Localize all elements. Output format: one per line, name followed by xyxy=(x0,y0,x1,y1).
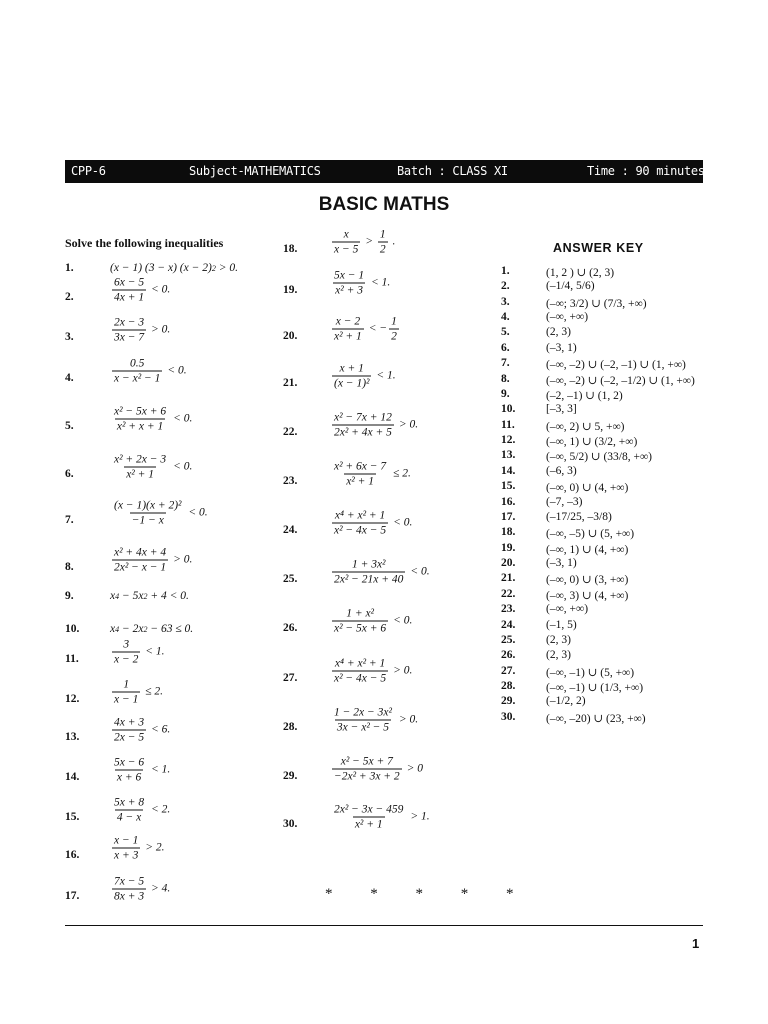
question-expression xyxy=(110,756,170,783)
denominator: 2x² − x − 1 xyxy=(114,561,167,573)
denominator: x² + 1 xyxy=(334,330,362,342)
answer-value: (–17/25, –3/8) xyxy=(546,510,612,523)
question-expression xyxy=(110,546,192,573)
question-expression xyxy=(110,590,189,602)
answer-number: 9. xyxy=(501,387,510,400)
expression-text: < 1. xyxy=(373,369,396,382)
fraction xyxy=(112,638,140,665)
question-expression xyxy=(110,276,170,303)
numerator: x − 1 xyxy=(114,834,139,846)
answer-value: (–∞, 1) ∪ (4, +∞) xyxy=(546,543,629,556)
answer-number: 4. xyxy=(501,311,510,324)
answer-number: 8. xyxy=(501,372,510,385)
question-number: 8. xyxy=(65,561,74,573)
exponent: 2 xyxy=(211,263,216,273)
question-number: 23. xyxy=(283,475,298,487)
answer-value: (2, 3) xyxy=(546,633,571,646)
numerator: x² + 2x − 3 xyxy=(114,453,167,465)
answer-value: (–∞, –2) ∪ (–2, –1/2) ∪ (1, +∞) xyxy=(546,374,695,387)
question-expression xyxy=(110,262,238,274)
fraction xyxy=(112,875,146,902)
expression-text: < 6. xyxy=(148,723,171,736)
denominator: x² + 1 xyxy=(354,818,383,830)
page-title: BASIC MATHS xyxy=(318,194,450,215)
expression-text: > 0. xyxy=(395,713,419,726)
question-number: 27. xyxy=(283,672,298,684)
question-number: 10. xyxy=(65,623,80,635)
expression-text: > 0. xyxy=(390,664,413,677)
answer-value: (–2, –1) ∪ (1, 2) xyxy=(546,389,623,402)
answer-value: [–3, 3] xyxy=(546,403,577,416)
denominator: x + 6 xyxy=(116,771,142,783)
question-expression xyxy=(110,638,165,665)
expression-text: x xyxy=(110,623,116,635)
expression-text: > 1. xyxy=(407,810,430,823)
denominator: 2 xyxy=(391,330,397,342)
numerator: 1 xyxy=(391,315,397,327)
denominator: x² − 4x − 5 xyxy=(334,672,387,684)
expression-text: < 0. xyxy=(185,506,208,519)
expression-text: > 0 xyxy=(403,762,423,775)
fraction xyxy=(112,678,140,705)
denominator: 2x − 5 xyxy=(114,731,145,743)
denominator: 2x² − 21x + 40 xyxy=(334,573,404,585)
question-expression xyxy=(330,803,430,830)
numerator: 5x + 8 xyxy=(114,796,145,808)
numerator: 3 xyxy=(123,638,130,650)
expression-text: < 0. xyxy=(164,364,187,377)
numerator: 0.5 xyxy=(130,357,145,369)
fraction xyxy=(112,405,168,432)
answer-number: 27. xyxy=(501,664,516,677)
answer-value: (–∞, 0) ∪ (4, +∞) xyxy=(546,482,629,495)
answer-value: (2, 3) xyxy=(546,326,571,339)
question-number: 2. xyxy=(65,291,74,303)
expression-text: < 0. xyxy=(148,283,171,296)
numerator: x − 2 xyxy=(335,315,361,327)
subject-label: Subject-MATHEMATICS xyxy=(189,164,321,178)
answer-value: (–∞, +∞) xyxy=(546,311,589,324)
question-number: 24. xyxy=(283,524,298,536)
numerator: x² − 5x + 6 xyxy=(114,405,167,417)
answer-value: (–∞, 2) ∪ 5, +∞) xyxy=(546,420,625,433)
fraction xyxy=(112,499,184,526)
page-number: 1 xyxy=(692,936,700,951)
question-expression xyxy=(110,716,170,743)
fraction xyxy=(332,269,366,296)
answer-number: 20. xyxy=(501,557,516,570)
denominator: x² + 1 xyxy=(346,475,374,487)
numerator: 2x − 3 xyxy=(114,316,145,328)
fraction xyxy=(332,362,371,389)
fraction xyxy=(332,509,388,536)
expression-text: > xyxy=(362,235,376,248)
denominator: x − 1 xyxy=(114,693,139,705)
expression-text: > 0. xyxy=(170,553,193,566)
answer-value: (–∞, +∞) xyxy=(546,603,589,616)
numerator: 7x − 5 xyxy=(114,875,145,887)
numerator: x⁴ + x² + 1 xyxy=(334,657,386,669)
denominator: x − 5 xyxy=(334,243,359,255)
question-expression xyxy=(110,357,187,384)
expression-text: < 1. xyxy=(142,645,165,658)
question-number: 13. xyxy=(65,731,80,743)
expression-text: < 0. xyxy=(170,412,193,425)
question-number: 20. xyxy=(283,330,298,342)
question-number: 15. xyxy=(65,811,80,823)
question-number: 19. xyxy=(283,284,298,296)
question-expression xyxy=(110,834,165,861)
question-number: 12. xyxy=(65,693,80,705)
question-number: 1. xyxy=(65,262,74,274)
fraction xyxy=(332,607,388,634)
answer-value: (–∞, –1) ∪ (5, +∞) xyxy=(546,666,635,679)
denominator: x² + 1 xyxy=(126,468,154,480)
answer-value: (–3, 1) xyxy=(546,341,577,354)
question-number: 22. xyxy=(283,426,298,438)
answer-value: (–∞, 0) ∪ (3, +∞) xyxy=(546,574,629,587)
question-expression xyxy=(110,453,192,480)
answer-value: (–∞, 3) ∪ (4, +∞) xyxy=(546,589,629,602)
fraction xyxy=(112,276,146,303)
expression-text: > 2. xyxy=(142,841,165,854)
fraction xyxy=(332,803,405,830)
fraction xyxy=(378,228,388,255)
expression-text: > 0. xyxy=(148,323,171,336)
numerator: 5x − 1 xyxy=(334,269,365,281)
question-expression xyxy=(110,316,170,343)
fraction xyxy=(112,453,168,480)
expression-text: > 0. xyxy=(395,418,419,431)
question-number: 28. xyxy=(283,721,298,733)
denominator: x − x² − 1 xyxy=(114,372,161,384)
answer-value: (–∞; 3/2) ∪ (7/3, +∞) xyxy=(546,297,647,310)
fraction xyxy=(332,460,388,487)
question-number: 16. xyxy=(65,849,80,861)
question-number: 18. xyxy=(283,243,298,255)
fraction xyxy=(112,756,146,783)
header-bar xyxy=(65,160,703,183)
fraction xyxy=(332,228,360,255)
denominator: 8x + 3 xyxy=(114,890,145,902)
answer-number: 30. xyxy=(501,710,516,723)
question-number: 29. xyxy=(283,770,298,782)
answer-value: (2, 3) xyxy=(546,649,571,662)
expression-text: < 1. xyxy=(368,276,391,289)
answer-number: 11. xyxy=(501,418,515,431)
answer-value: (–7, –3) xyxy=(546,495,583,508)
question-expression xyxy=(110,623,193,635)
expression-text: + 4 < 0. xyxy=(147,590,189,602)
answer-value: (–6, 3) xyxy=(546,464,577,477)
numerator: 5x − 6 xyxy=(114,756,145,768)
expression-text: < 1. xyxy=(148,763,171,776)
answer-number: 6. xyxy=(501,341,510,354)
numerator: 4x + 3 xyxy=(114,716,145,728)
question-expression xyxy=(330,315,401,342)
question-number: 25. xyxy=(283,573,298,585)
answer-number: 21. xyxy=(501,572,516,585)
question-number: 26. xyxy=(283,622,298,634)
denominator: 2 xyxy=(379,243,386,255)
fraction xyxy=(332,315,364,342)
question-expression xyxy=(110,499,208,526)
denominator: 3x − x² − 5 xyxy=(336,721,390,733)
numerator: 1 xyxy=(379,228,386,240)
expression-text: < − xyxy=(365,322,388,335)
exponent: 4 xyxy=(115,624,120,634)
paper-code: CPP-6 xyxy=(71,164,106,178)
fraction xyxy=(332,755,402,782)
expression-text: ≤ 2. xyxy=(142,685,164,698)
numerator: 6x − 5 xyxy=(114,276,145,288)
question-expression xyxy=(330,460,411,487)
question-number: 17. xyxy=(65,890,80,902)
answer-value: (–∞, 1) ∪ (3/2, +∞) xyxy=(546,436,638,449)
answer-number: 14. xyxy=(501,464,516,477)
answer-number: 5. xyxy=(501,326,510,339)
expression-text: < 0. xyxy=(407,565,430,578)
question-expression xyxy=(330,509,412,536)
fraction xyxy=(332,411,394,438)
denominator: −1 − x xyxy=(131,514,164,526)
answer-number: 2. xyxy=(501,280,510,293)
answer-number: 3. xyxy=(501,295,510,308)
question-expression xyxy=(110,405,192,432)
numerator: x⁴ + x² + 1 xyxy=(334,509,386,521)
question-expression xyxy=(110,875,170,902)
numerator: 1 xyxy=(123,678,130,690)
answer-number: 28. xyxy=(501,679,516,692)
answer-number: 23. xyxy=(501,603,516,616)
expression-text: (x − 1) (3 − x) (x − 2) xyxy=(110,262,212,274)
question-expression xyxy=(110,796,170,823)
fraction xyxy=(112,546,168,573)
question-expression xyxy=(330,411,418,438)
expression-text: < 0. xyxy=(170,460,193,473)
answer-value: (–∞, –1) ∪ (1/3, +∞) xyxy=(546,681,644,694)
numerator: x + 1 xyxy=(339,362,364,374)
answer-value: (–1, 5) xyxy=(546,618,577,631)
fraction xyxy=(112,357,162,384)
answer-value: (–1/4, 5/6) xyxy=(546,280,595,293)
batch-label: Batch : CLASS XI xyxy=(397,164,508,178)
numerator: (x − 1)(x + 2)² xyxy=(114,499,182,511)
denominator: 3x − 7 xyxy=(114,331,145,343)
answer-number: 15. xyxy=(501,480,516,493)
question-expression xyxy=(110,678,163,705)
answer-number: 26. xyxy=(501,649,516,662)
expression-text: x xyxy=(110,590,116,602)
answer-number: 18. xyxy=(501,526,516,539)
denominator: (x − 1)² xyxy=(334,377,370,389)
answer-number: 7. xyxy=(501,357,510,370)
answer-number: 17. xyxy=(501,510,516,523)
numerator: 1 + 3x² xyxy=(351,558,386,570)
expression-text: . xyxy=(389,235,396,248)
question-expression xyxy=(330,269,390,296)
question-expression xyxy=(330,607,412,634)
expression-text: ≤ 2. xyxy=(390,467,411,480)
footer-divider xyxy=(65,925,703,926)
answer-value: (–∞, –20) ∪ (23, +∞) xyxy=(546,712,646,725)
expression-text: < 0. xyxy=(390,614,413,627)
denominator: x − 2 xyxy=(114,653,139,665)
fraction xyxy=(112,796,146,823)
answer-number: 24. xyxy=(501,618,516,631)
numerator: x xyxy=(343,228,349,240)
expression-text: > 0. xyxy=(215,262,238,274)
question-number: 14. xyxy=(65,771,80,783)
numerator: x² + 4x + 4 xyxy=(114,546,167,558)
question-number: 21. xyxy=(283,377,298,389)
denominator: x + 3 xyxy=(114,849,139,861)
denominator: 2x² + 4x + 5 xyxy=(334,426,392,438)
answer-number: 13. xyxy=(501,449,516,462)
exponent: 2 xyxy=(143,591,148,601)
numerator: 1 − 2x − 3x² xyxy=(334,706,392,718)
numerator: x² − 7x + 12 xyxy=(334,411,392,423)
question-expression xyxy=(330,657,412,684)
fraction xyxy=(332,558,405,585)
fraction xyxy=(332,706,394,733)
numerator: x² + 6x − 7 xyxy=(334,460,387,472)
answer-number: 22. xyxy=(501,587,516,600)
answer-value: (–∞, –2) ∪ (–2, –1) ∪ (1, +∞) xyxy=(546,359,686,372)
time-label: Time : 90 minutes xyxy=(587,164,705,178)
answer-number: 16. xyxy=(501,495,516,508)
expression-text: > 4. xyxy=(148,882,171,895)
exponent: 2 xyxy=(143,624,148,634)
answer-value: (–∞, –5) ∪ (5, +∞) xyxy=(546,528,635,541)
fraction xyxy=(112,716,146,743)
answer-value: (–1/2, 2) xyxy=(546,695,586,708)
denominator: x² + 3 xyxy=(335,284,363,296)
question-expression xyxy=(330,362,396,389)
denominator: 4x + 1 xyxy=(114,291,145,303)
denominator: x² − 5x + 6 xyxy=(334,622,387,634)
answer-value: (–∞, 5/2) ∪ (33/8, +∞) xyxy=(546,451,652,464)
question-number: 3. xyxy=(65,331,74,343)
denominator: x² + x + 1 xyxy=(116,420,164,432)
question-number: 30. xyxy=(283,818,298,830)
question-number: 5. xyxy=(65,420,74,432)
answer-key-title: ANSWER KEY xyxy=(553,241,644,255)
end-marks: * * * * * xyxy=(325,886,531,902)
question-expression xyxy=(330,228,395,255)
answer-number: 29. xyxy=(501,695,516,708)
answer-number: 1. xyxy=(501,265,510,277)
expression-text: − 2x xyxy=(119,623,144,635)
answer-number: 12. xyxy=(501,434,516,447)
question-expression xyxy=(330,706,418,733)
question-number: 7. xyxy=(65,514,74,526)
answer-value: (1, 2 ) ∪ (2, 3) xyxy=(546,267,615,279)
denominator: 4 − x xyxy=(116,811,142,823)
answer-number: 19. xyxy=(501,541,516,554)
denominator: −2x² + 3x + 2 xyxy=(334,770,400,782)
expression-text: < 2. xyxy=(148,803,171,816)
numerator: 2x² − 3x − 459 xyxy=(334,803,404,815)
question-number: 9. xyxy=(65,590,74,602)
answer-value: (–3, 1) xyxy=(546,557,577,570)
fraction xyxy=(112,834,140,861)
question-number: 11. xyxy=(65,653,79,665)
question-number: 6. xyxy=(65,468,74,480)
question-number: 4. xyxy=(65,372,74,384)
denominator: x² − 4x − 5 xyxy=(334,524,387,536)
numerator: x² − 5x + 7 xyxy=(340,755,393,767)
instruction-text: Solve the following inequalities xyxy=(65,236,224,250)
expression-text: − 5x xyxy=(119,590,144,602)
exponent: 4 xyxy=(115,591,120,601)
answer-number: 10. xyxy=(501,403,516,416)
numerator: 1 + x² xyxy=(346,607,374,619)
question-expression xyxy=(330,755,423,782)
fraction xyxy=(112,316,146,343)
expression-text: − 63 ≤ 0. xyxy=(147,623,194,635)
answer-number: 25. xyxy=(501,633,516,646)
fraction xyxy=(389,315,399,342)
question-expression xyxy=(330,558,430,585)
fraction xyxy=(332,657,388,684)
expression-text: < 0. xyxy=(390,516,413,529)
